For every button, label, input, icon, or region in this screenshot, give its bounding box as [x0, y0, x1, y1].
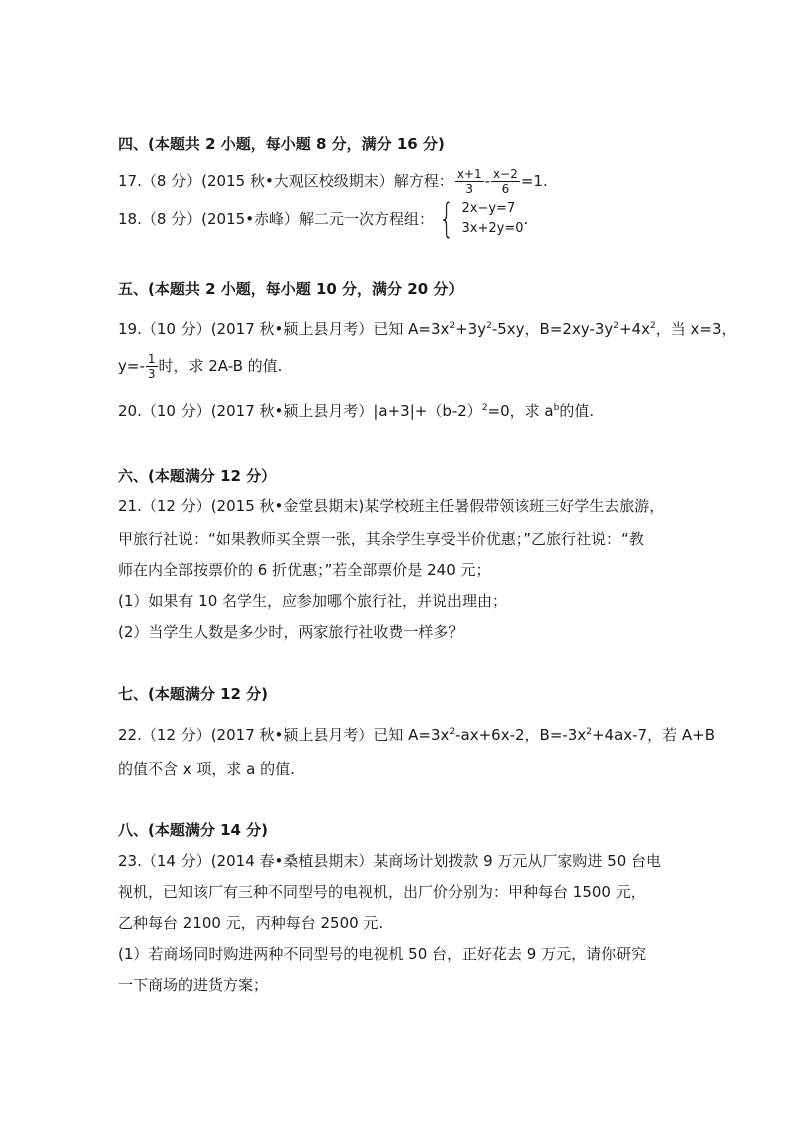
q22-sup: 2 [449, 727, 456, 737]
q22-text-c: +4ax-7，若 A+B [591, 726, 715, 744]
question-21-line-4: (1）如果有 10 名学生，应参加哪个旅行社，并说出理由； [118, 592, 508, 610]
section-5-heading: 五、(本题共 2 小题，每小题 10 分，满分 20 分） [118, 280, 464, 298]
question-23-line-2: 视机，已知该厂有三种不同型号的电视机，出厂价分别为：甲种每台 1500 元， [118, 883, 646, 901]
question-21-line-3: 师在内全部按票价的 6 折优惠；”若全部票价是 240 元； [118, 561, 491, 579]
q18-eq1: 2x−y=7 [461, 201, 516, 216]
q19-frac-denominator: 3 [147, 367, 156, 381]
q22-sup: 2 [586, 727, 592, 737]
q20-text-b: =0，求 a [487, 402, 554, 420]
q17-fraction-2 [491, 167, 520, 196]
q19-text-c: -5xy，B=2xy-3y [491, 320, 614, 338]
q18-suffix: . [523, 210, 529, 228]
section-7-heading: 七、(本题满分 12 分) [118, 685, 269, 703]
question-23-line-5: 一下商场的进货方案； [118, 976, 269, 994]
q20-text-a: 20.（10 分）(2017 秋•颍上县月考）|a+3|+（b-2） [118, 402, 482, 420]
q19-fraction [146, 352, 158, 381]
question-22-line-2: 的值不含 x 项，求 a 的值. [118, 760, 295, 778]
question-18 [118, 196, 529, 242]
q19-y-prefix: y=- [118, 357, 145, 375]
question-19-line-2 [118, 352, 282, 381]
question-22-line-1 [118, 722, 715, 745]
q17-fraction-1 [455, 167, 484, 196]
q19-text-a: 19.（10 分）(2017 秋•颍上县月考）已知 A=3x [118, 320, 450, 338]
question-21-line-1: 21.（12 分）(2015 秋•金堂县期末)某学校班主任暑假带领该班三好学生去旅游， [118, 497, 665, 515]
q17-frac1-denominator: 3 [465, 182, 474, 196]
q20-sup-b: b [553, 403, 560, 413]
question-17 [118, 167, 548, 196]
question-19-line-1 [118, 316, 737, 339]
q19-frac-numerator: 1 [147, 352, 156, 366]
q18-eq2: 3x+2y=0 [461, 221, 524, 236]
q19-sup: 2 [486, 321, 492, 331]
q18-prefix: 18.（8 分）(2015•赤峰）解二元一次方程组： [118, 210, 435, 228]
question-23-line-4: (1）若商场同时购进两种不同型号的电视机 50 台，正好花去 9 万元，请你研究 [118, 945, 647, 963]
q19-text-e: ，当 x=3， [655, 320, 737, 338]
q17-frac2-denominator: 6 [501, 182, 510, 196]
q20-sup: 2 [481, 403, 488, 413]
q17-frac1-numerator: x+1 [456, 167, 482, 181]
q19-sup: 2 [613, 321, 620, 331]
q19-sup: 2 [650, 321, 656, 331]
question-21-line-2: 甲旅行社说：“如果教师买全票一张，其余学生享受半价优惠；”乙旅行社说：“教 [118, 530, 644, 548]
question-21-line-5: (2）当学生人数是多少时，两家旅行社收费一样多？ [118, 623, 464, 641]
section-6-heading: 六、(本题满分 12 分） [118, 467, 277, 485]
question-23-line-1: 23.（14 分）(2014 春•桑植县期末）某商场计划拨款 9 万元从厂家购进 50 台电 [118, 852, 662, 870]
q22-text-b: -ax+6x-2，B=-3x [455, 726, 587, 744]
q22-text-a: 22.（12 分）(2017 秋•颍上县月考）已知 A=3x [118, 726, 450, 744]
section-8-heading: 八、(本题满分 14 分) [118, 821, 269, 839]
section-4-heading: 四、(本题共 2 小题，每小题 8 分，满分 16 分) [118, 135, 445, 153]
left-brace-icon: { [439, 196, 455, 242]
q19-sup: 2 [449, 321, 456, 331]
q17-frac2-numerator: x−2 [493, 167, 518, 181]
q20-text-c: 的值. [559, 402, 595, 420]
q19-text-f: 时，求 2A-B 的值. [158, 357, 283, 375]
q17-prefix: 17.（8 分）(2015 秋•大观区校级期末）解方程： [118, 172, 454, 190]
q19-text-b: +3y [455, 320, 487, 338]
q17-minus: - [484, 172, 491, 190]
question-20 [118, 398, 594, 421]
q19-text-d: +4x [619, 320, 651, 338]
q18-equation-system [434, 196, 524, 242]
question-23-line-3: 乙种每台 2100 元，丙种每台 2500 元. [118, 914, 384, 932]
q17-suffix: =1. [520, 172, 548, 190]
